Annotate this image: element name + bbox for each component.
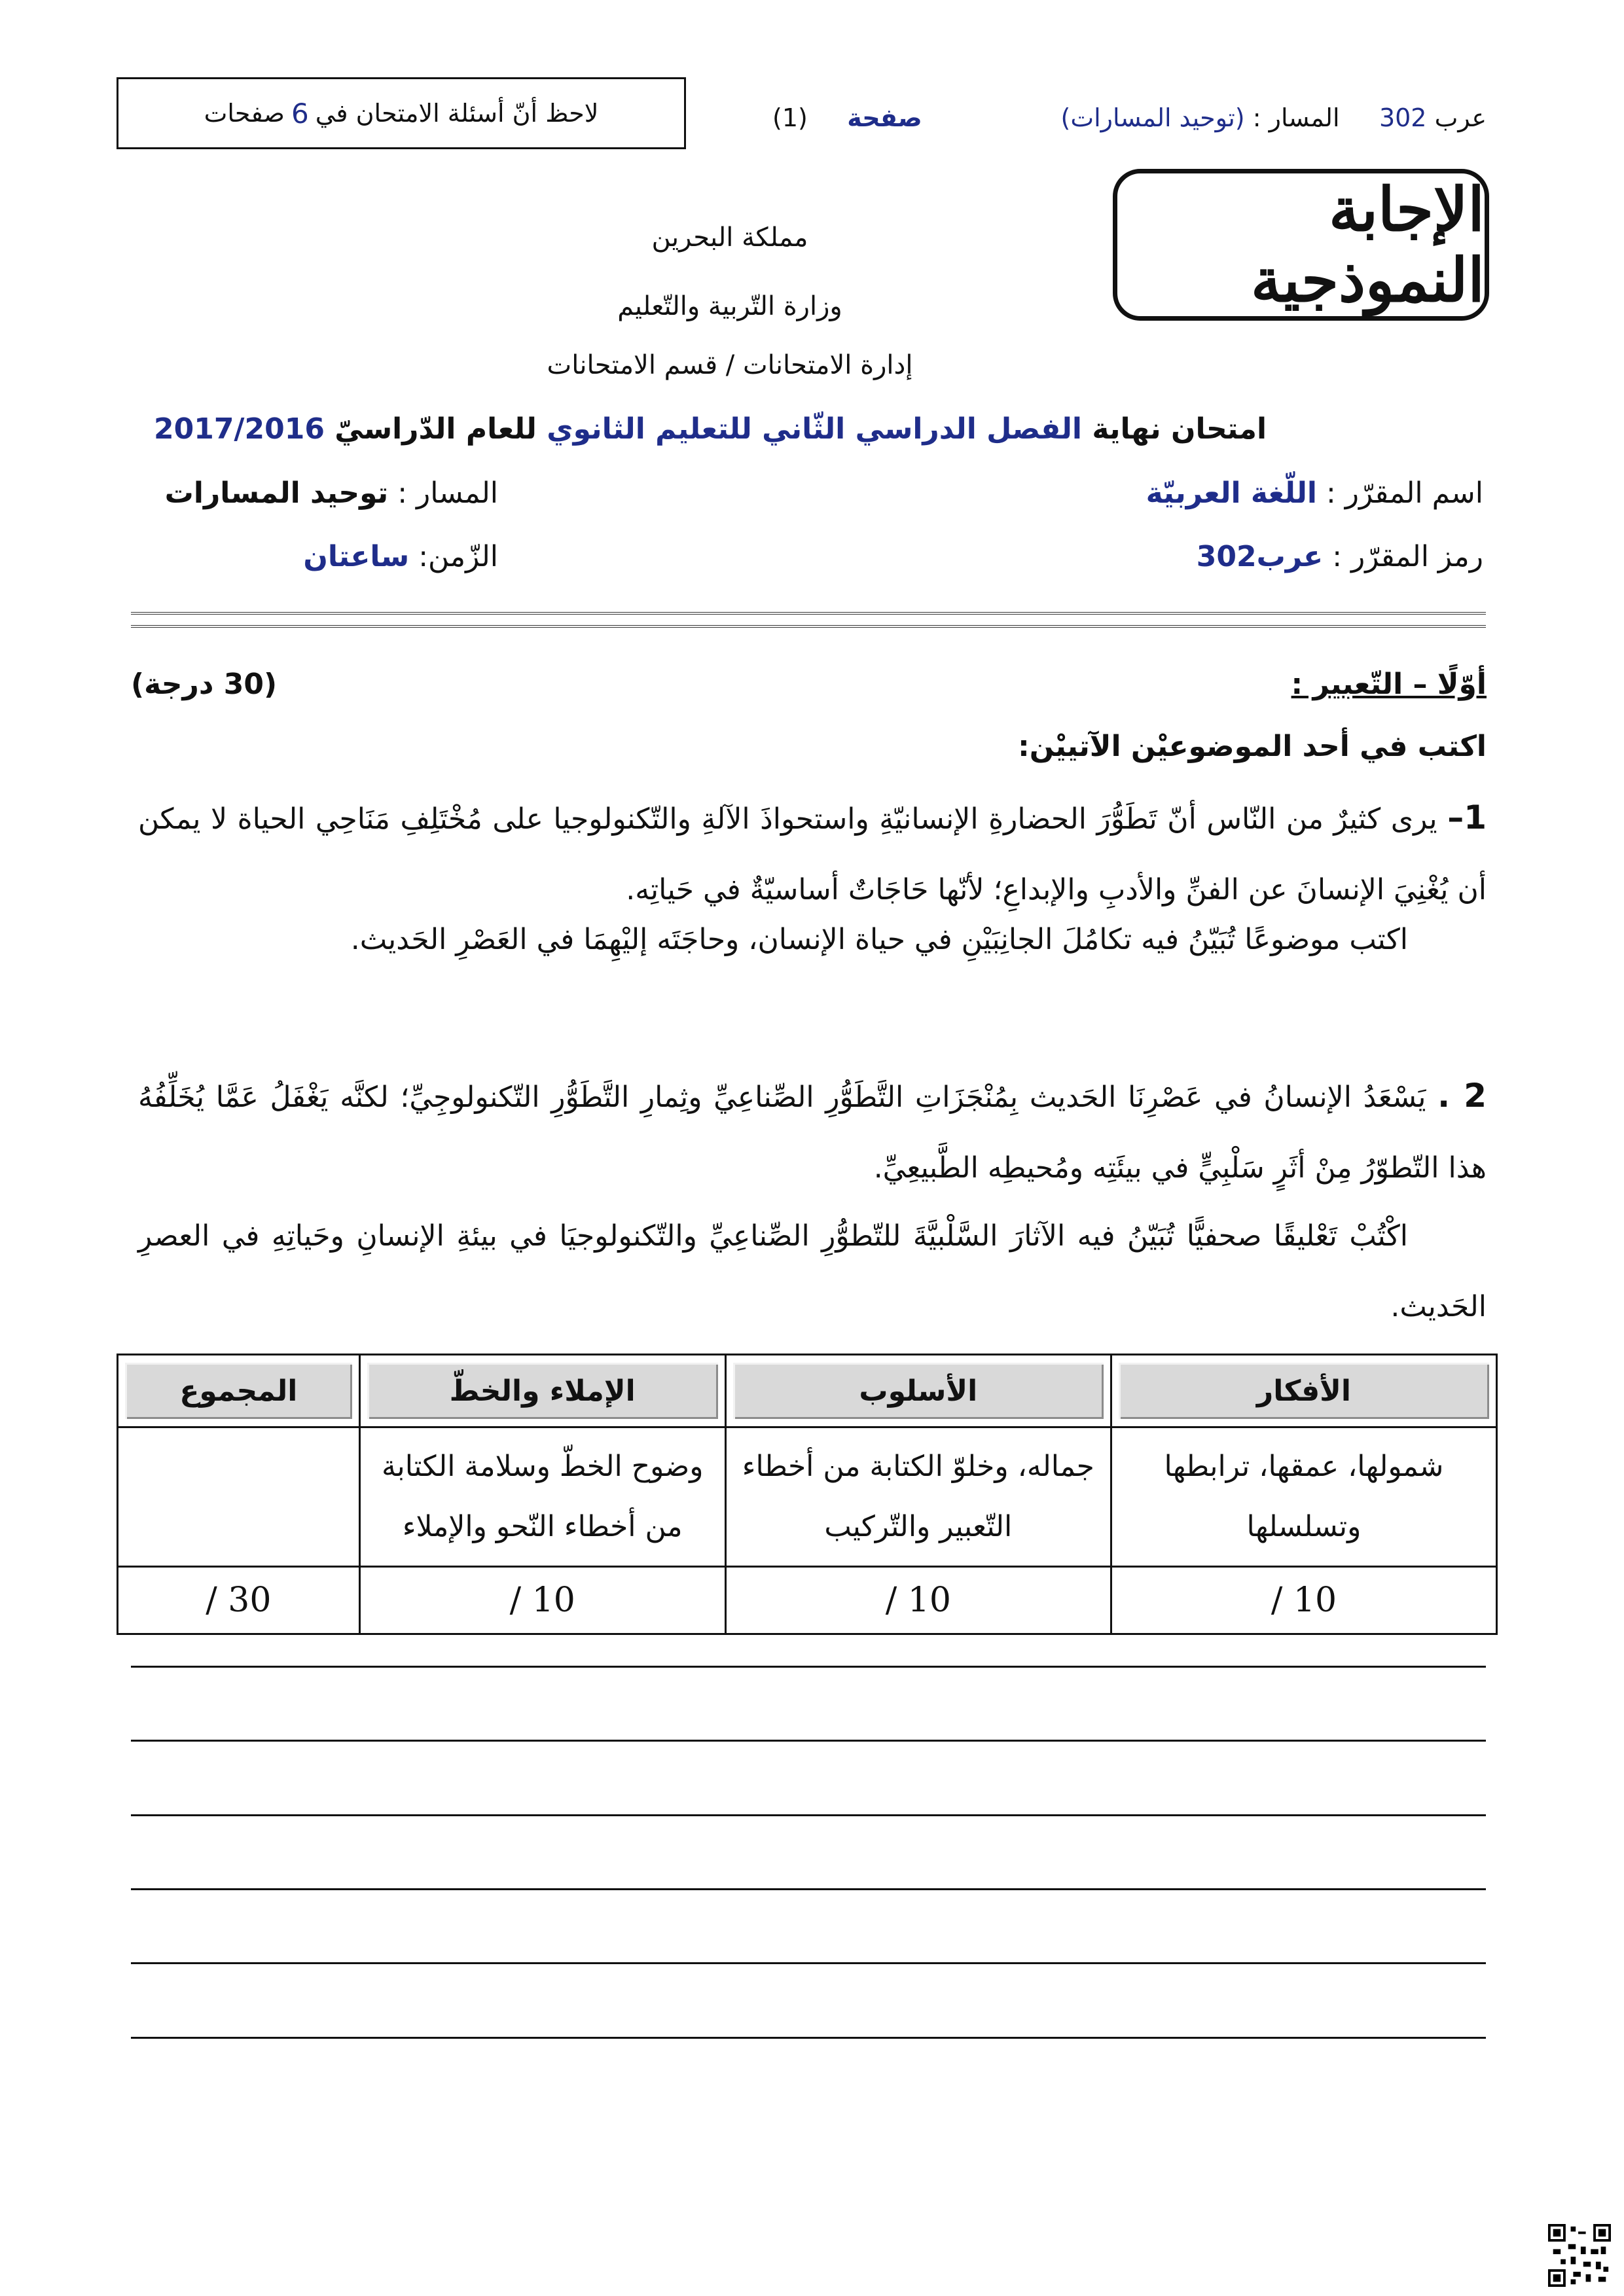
- topic-1-text: يرى كثيرٌ من النّاس أنّ تَطَوُّرَ الحضارةِ الإنسانيّةِ واستحواذَ الآلةِ والتّكنولوجيا على مُخْتَلِفِ مَنَاحِي الحياة لا يمكن أن يُغْنِيَ الإنسانَ عن الفنِّ والأدبِ والإبداعِ؛ لأنّها حَاجَاتٌ أساسيّةٌ في حَياتِه.: [138, 802, 1487, 906]
- rubric-header-cell: [725, 1355, 1111, 1427]
- rubric-desc-spelling: وضوح الخطّ وسلامة الكتابة من أخطاء النّحو والإملاء: [359, 1427, 725, 1567]
- ministry-name: وزارة التّربية والتّعليم: [617, 291, 842, 321]
- course-code-label: رمز المقرّر :: [1332, 540, 1483, 573]
- header-course-prefix: عرب: [1434, 103, 1487, 132]
- kingdom-name: مملكة البحرين: [651, 223, 808, 253]
- section-title: أوّلًا – التّعبير :: [1291, 668, 1487, 701]
- section-instruction: اكتب في أحد الموضوعيْن الآتييْن:: [1018, 730, 1487, 763]
- rubric-desc-ideas: شمولها، عمقها، ترابطها وتسلسلها: [1111, 1427, 1496, 1567]
- rubric-header-cell: [118, 1355, 360, 1427]
- time-label: الزّمن:: [418, 540, 498, 573]
- rubric-score-row: [118, 1567, 1497, 1634]
- header-separator: [131, 612, 1486, 628]
- writing-line: [131, 1740, 1486, 1742]
- rubric-header-spelling: الإملاء والخطّ: [367, 1363, 718, 1419]
- topic-2-task: اكْتُبْ تَعْليقًا صحفيًّا تُبَيّنُ فيه الآثارَ السَّلْبيَّةَ للتّطوُّرِ الصِّناعِيِّ والتّكنولوجيَا في بيئةِ الإنسانِ وحَياتِهِ في العصرِ الحَديث.: [138, 1219, 1487, 1323]
- department-name: إدارة الامتحانات / قسم الامتحانات: [547, 350, 913, 380]
- writing-line: [131, 1666, 1486, 1668]
- rubric-description-row: [118, 1427, 1497, 1567]
- page-number: (1): [772, 103, 808, 132]
- topic-2-number: 2 .: [1437, 1077, 1487, 1115]
- rubric-header-cell: [359, 1355, 725, 1427]
- page-label: صفحة: [847, 103, 922, 132]
- writing-line: [131, 1814, 1486, 1816]
- exam-title-part3: للتعليم الثانوي: [547, 412, 752, 446]
- topic-1-task: اكتب موضوعًا تُبَيّنُ فيه تكامُلَ الجانِبَيْنِ في حياة الإنسان، وحاجَتَه إليْهِمَا في العَصْرِ الحَديث.: [350, 923, 1408, 956]
- rubric-header-total: المجموع: [125, 1363, 352, 1419]
- exam-year: 2017/2016: [153, 412, 325, 446]
- exam-title-part2: الفصل الدراسي الثّاني: [762, 412, 1083, 446]
- model-answer-stamp: الإجابة النموذجية: [1113, 169, 1489, 321]
- course-code-value: عرب302: [1196, 540, 1324, 573]
- notice-page-count: 6: [291, 97, 309, 130]
- course-name: [1146, 476, 1483, 510]
- writing-line: [131, 2037, 1486, 2039]
- rubric-header-row: [118, 1355, 1497, 1427]
- rubric-header-ideas: الأفكار: [1119, 1363, 1489, 1419]
- header-track-value: (توحيد المسارات): [1060, 103, 1245, 132]
- course-code: [1197, 540, 1483, 573]
- exam-title-part1: امتحان نهاية: [1092, 412, 1267, 446]
- course-name-value: اللّغة العربيّة: [1146, 476, 1317, 510]
- track-info: [165, 476, 498, 510]
- page-count-notice: [117, 77, 686, 149]
- exam-title-part4: للعام الدّراسيّ: [334, 412, 537, 446]
- rubric-score-spelling: 10 /: [359, 1567, 725, 1634]
- topic-2-text: يَسْعَدُ الإنسانُ في عَصْرِنَا الحَديث بِمُنْجَزَاتِ التَّطَوُّرِ الصِّناعِيِّ وثِمارِ التَّطَوُّرِ التّكنولوجِيِّ؛ لكنَّه يَغْفَلُ عَمَّا يُخَلِّفُهُ هذا التّطوّرُ مِنْ أثَرٍ سَلْبِيٍّ في بيئَتِه ومُحيطِه الطَّبيعِيِّ.: [138, 1081, 1487, 1185]
- writing-line: [131, 1888, 1486, 1890]
- header-course-number: 302: [1379, 103, 1427, 132]
- topic-1-number: 1–: [1447, 798, 1487, 836]
- exam-title: [131, 412, 1290, 446]
- rubric-score-style: 10 /: [725, 1567, 1111, 1634]
- rubric-desc-total: [118, 1427, 360, 1567]
- writing-line: [131, 1962, 1486, 1964]
- rubric-header-style: الأسلوب: [733, 1363, 1104, 1419]
- time-info: [303, 540, 498, 573]
- time-value: ساعتان: [303, 540, 410, 573]
- grading-rubric: [117, 1354, 1498, 1635]
- notice-text-before: لاحظ أنّ أسئلة الامتحان في: [315, 99, 599, 128]
- notice-text-after: صفحات: [204, 99, 285, 128]
- course-name-label: اسم المقرّر :: [1326, 476, 1483, 510]
- rubric-desc-style: جماله، وخلوّ الكتابة من أخطاء التّعبير والتّركيب: [725, 1427, 1111, 1567]
- rubric-score-total: 30 /: [118, 1567, 360, 1634]
- topic-1: [138, 782, 1487, 925]
- track-label: المسار :: [397, 476, 498, 510]
- track-value: توحيد المسارات: [164, 476, 389, 510]
- header-track-label: المسار :: [1252, 103, 1340, 132]
- topic-2: [138, 1060, 1487, 1204]
- section-marks: (30 درجة): [131, 668, 278, 701]
- page-indicator: [772, 103, 922, 132]
- rubric-score-ideas: 10 /: [1111, 1567, 1496, 1634]
- qr-code: [1548, 2224, 1611, 2287]
- header-course-track: [1061, 103, 1487, 132]
- rubric-header-cell: [1111, 1355, 1496, 1427]
